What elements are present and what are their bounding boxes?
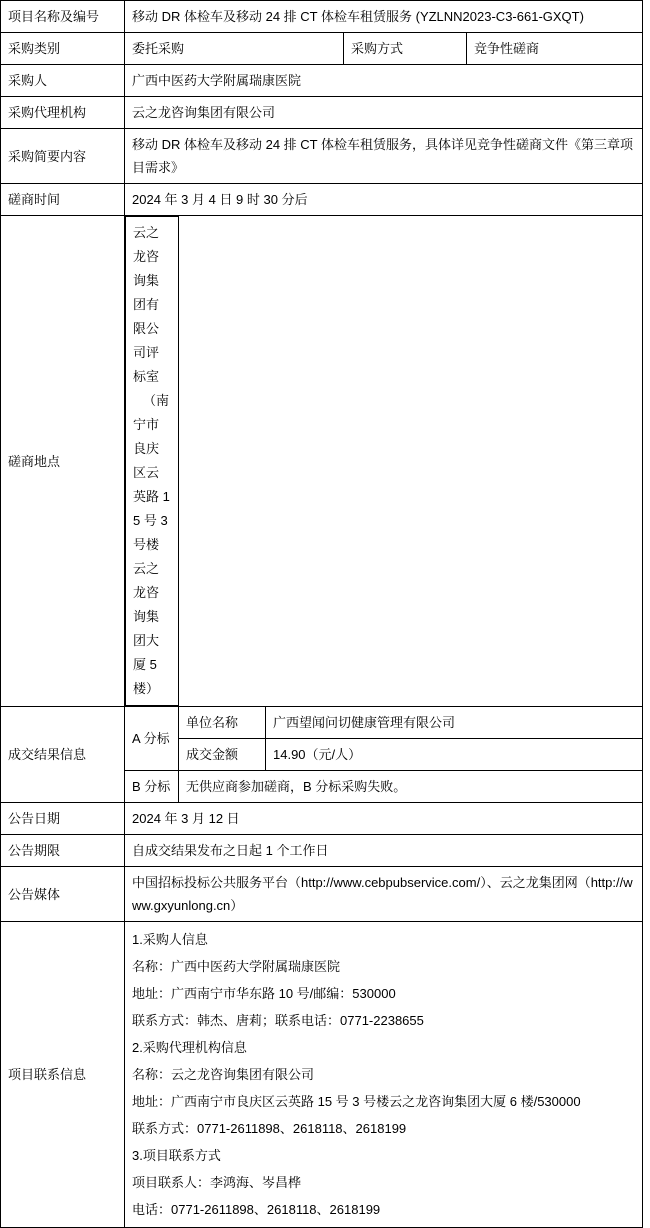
value-project-name: 移动 DR 体检车及移动 24 排 CT 体检车租赁服务 (YZLNN2023-C3-661-GXQT) <box>125 1 643 33</box>
contact-section-3-phone: 电话：0771-2611898、2618118、2618199 <box>132 1202 381 1217</box>
value-purchase-category: 委托采购 <box>125 33 344 65</box>
contact-section-1-contact: 联系方式：韩杰、唐莉；联系电话：0771-2238655 <box>132 1013 424 1028</box>
label-negotiation-place: 磋商地点 <box>1 216 125 707</box>
value-lot-a-amount: 14.90（元/人） <box>266 739 643 771</box>
value-announce-period: 自成交结果发布之日起 1 个工作日 <box>125 835 643 867</box>
contact-section-2-name: 名称：云之龙咨询集团有限公司 <box>132 1067 315 1082</box>
label-purchase-method: 采购方式 <box>344 33 467 65</box>
label-summary: 采购简要内容 <box>1 129 125 184</box>
label-contact-info: 项目联系信息 <box>1 922 125 1228</box>
label-project-name: 项目名称及编号 <box>1 1 125 33</box>
value-summary: 移动 DR 体检车及移动 24 排 CT 体检车租赁服务，具体详见竞争性磋商文件《第三章项目需求》 <box>125 129 643 184</box>
label-lot-a-unit: 单位名称 <box>179 707 266 739</box>
table-row-project-name <box>1 1 643 33</box>
label-result-info: 成交结果信息 <box>1 707 125 803</box>
negotiation-place-line-1: 云之龙咨询集团有限公司评标室 <box>133 225 160 384</box>
table-row-agency <box>1 97 643 129</box>
value-lot-a-unit: 广西望闻问切健康管理有限公司 <box>266 707 643 739</box>
label-negotiation-time: 磋商时间 <box>1 184 125 216</box>
value-negotiation-time: 2024 年 3 月 4 日 9 时 30 分后 <box>125 184 643 216</box>
value-announce-media: 中国招标投标公共服务平台（http://www.cebpubservice.com/）、云之龙集团网（http://www.gxyunlong.cn） <box>125 867 643 922</box>
value-purchaser: 广西中医药大学附属瑞康医院 <box>125 65 643 97</box>
value-contact-info <box>125 922 643 1228</box>
contact-section-1-name: 名称：广西中医药大学附属瑞康医院 <box>132 959 341 974</box>
table-row-contact-info <box>1 922 643 1228</box>
negotiation-place-line-2: （南宁市良庆区云英路 15 号 3 号楼云之龙咨询集团大厦 5 楼） <box>133 393 170 696</box>
contact-section-1-address: 地址：广西南宁市华东路 10 号/邮编：530000 <box>132 986 396 1001</box>
table-row-announce-date <box>1 803 643 835</box>
table-row-negotiation-time <box>1 184 643 216</box>
table-row-announce-media <box>1 867 643 922</box>
value-purchase-method: 竞争性磋商 <box>467 33 643 65</box>
contact-section-2-contact: 联系方式：0771-2611898、2618118、2618199 <box>132 1121 407 1136</box>
contact-section-2-address: 地址：广西南宁市良庆区云英路 15 号 3 号楼云之龙咨询集团大厦 6 楼/530000 <box>132 1094 581 1109</box>
table-row-announce-period <box>1 835 643 867</box>
value-lot-b: 无供应商参加磋商，B 分标采购失败。 <box>179 771 643 803</box>
table-row-purchaser <box>1 65 643 97</box>
table-row-summary <box>1 129 643 184</box>
contact-section-1-title: 1.采购人信息 <box>132 932 208 947</box>
value-negotiation-place <box>125 216 179 706</box>
label-announce-period: 公告期限 <box>1 835 125 867</box>
label-lot-b: B 分标 <box>125 771 179 803</box>
label-announce-media: 公告媒体 <box>1 867 125 922</box>
label-agency: 采购代理机构 <box>1 97 125 129</box>
value-announce-date: 2024 年 3 月 12 日 <box>125 803 643 835</box>
table-row-negotiation-place <box>1 216 643 707</box>
label-announce-date: 公告日期 <box>1 803 125 835</box>
contact-section-3-person: 项目联系人：李鸿海、岑昌桦 <box>132 1175 302 1190</box>
label-lot-a-amount: 成交金额 <box>179 739 266 771</box>
label-purchase-category: 采购类别 <box>1 33 125 65</box>
label-lot-a: A 分标 <box>125 707 179 771</box>
contact-section-2-title: 2.采购代理机构信息 <box>132 1040 247 1055</box>
table-row-purchase-category <box>1 33 643 65</box>
contact-section-3-title: 3.项目联系方式 <box>132 1148 221 1163</box>
table-row-result-lot-a-unit <box>1 707 643 739</box>
label-purchaser: 采购人 <box>1 65 125 97</box>
value-agency: 云之龙咨询集团有限公司 <box>125 97 643 129</box>
